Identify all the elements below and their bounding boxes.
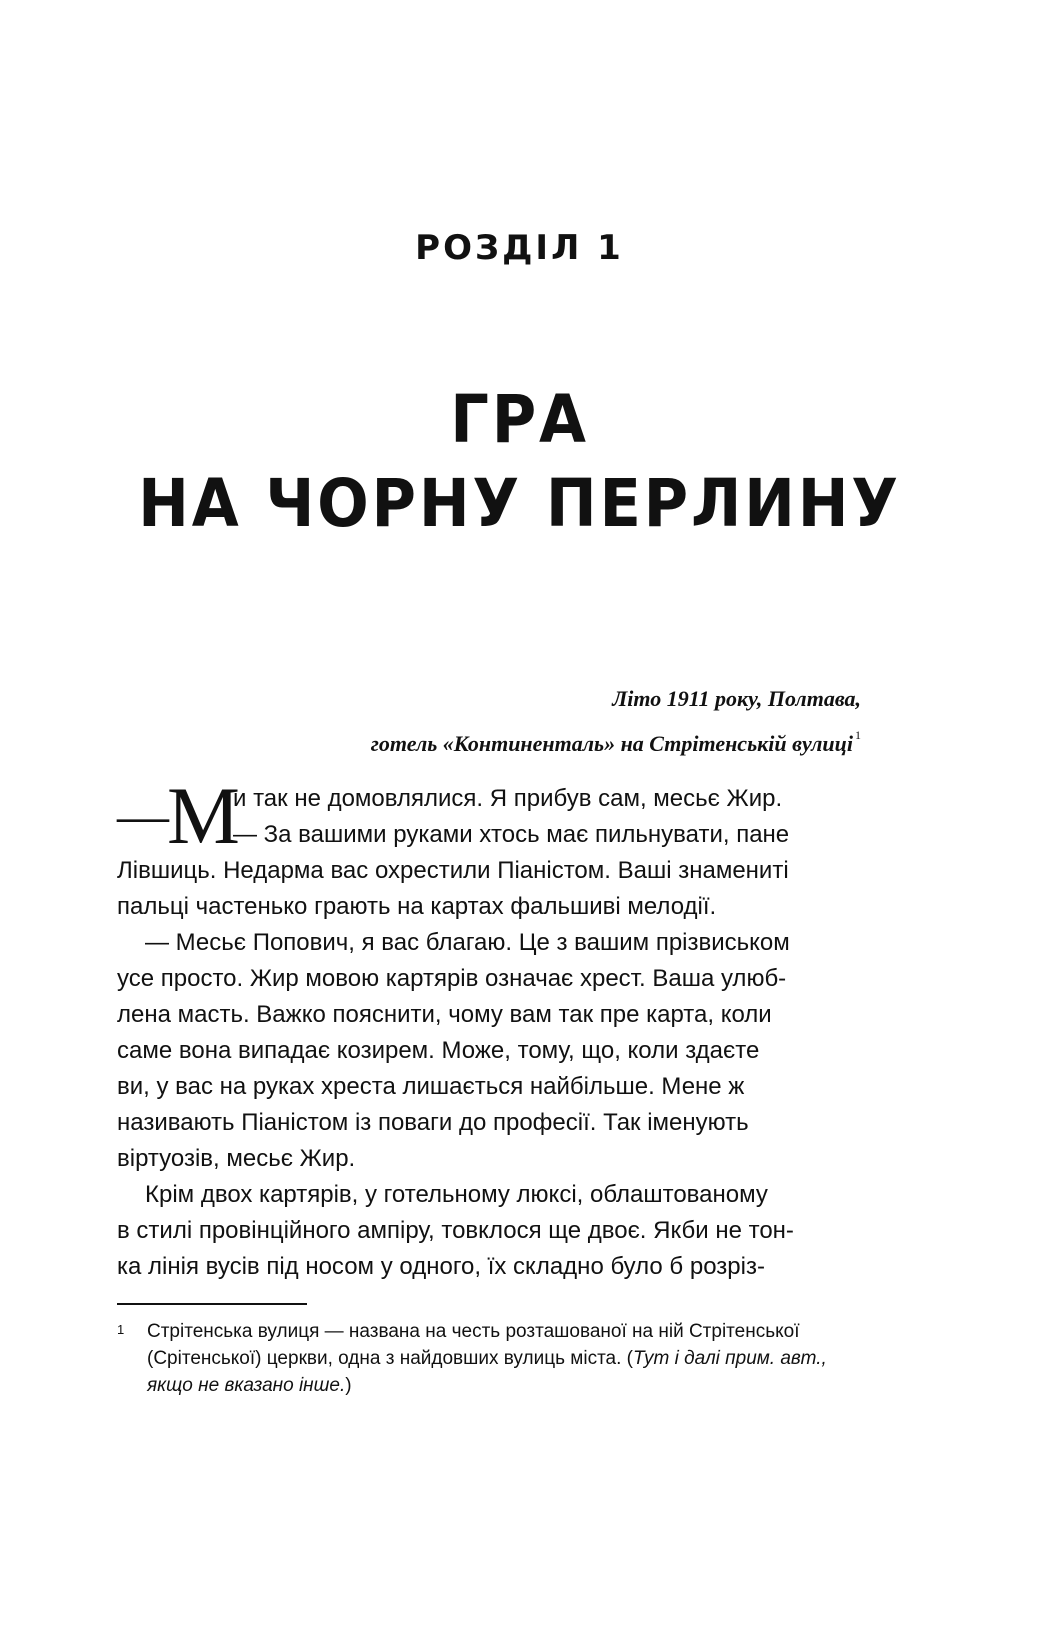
footnote-divider (117, 1303, 307, 1305)
body-line: усе просто. Жир мовою картярів означає хрест. Ваша улюб- (117, 965, 787, 992)
footnote-text (147, 1318, 837, 1399)
epigraph (141, 680, 861, 762)
footnote-text-part-2: ) (345, 1375, 352, 1396)
body-line: ка лінія вусів під носом у одного, їх складно було б розріз- (117, 1253, 765, 1280)
body-line: Лівшиць. Недарма вас охрестили Піаністом. Ваші знамениті (117, 857, 789, 884)
footnote (117, 1318, 837, 1399)
epigraph-line-1: Літо 1911 року, Полтава, (612, 686, 861, 711)
body-line: ви, у вас на руках хреста лишається найбільше. Мене ж (117, 1073, 745, 1100)
footnote-reference: 1 (855, 728, 861, 742)
body-line: и так не домовлялися. Я прибув сам, месьє Жир. (233, 785, 783, 812)
chapter-title (42, 378, 998, 546)
body-line: пальці частенько грають на картах фальшиві мелодії. (117, 893, 717, 920)
body-line: — За вашими руками хтось має пильнувати, пане (233, 821, 790, 848)
footnote-number: 1 (117, 1322, 125, 1337)
footnote-text-part-1: Стрітенська вулиця — названа на честь розташованої на ній Стрітенської (Срітенської) церкви, одна з найдовших вулиць міста. ( (147, 1321, 800, 1369)
body-line: — Месьє Попович, я вас благаю. Це з вашим прізвиськом (145, 929, 790, 956)
drop-cap-letter: М (167, 770, 240, 861)
body-line: в стилі провінційного ампіру, товклося ще двоє. Якби не тон- (117, 1217, 794, 1244)
chapter-label: РОЗДІЛ 1 (415, 228, 624, 268)
epigraph-line-2-text: готель «Континенталь» на Стрітенській вулиці (370, 731, 853, 756)
drop-cap-dash: — (117, 788, 169, 845)
body-line: Крім двох картярів, у готельному люксі, облаштованому (145, 1181, 768, 1208)
chapter-title-line-2: НА ЧОРНУ ПЕРЛИНУ (138, 465, 901, 542)
body-line: називають Піаністом із поваги до професії. Так іменують (117, 1109, 749, 1136)
footnote-text-italic: Тут і далі прим. авт., якщо не вказано інше. (147, 1348, 827, 1396)
body-line: лена масть. Важко пояснити, чому вам так пре карта, коли (117, 1001, 772, 1028)
body-line: саме вона випадає козирем. Може, тому, що, коли здаєте (117, 1037, 760, 1064)
chapter-title-line-1: ГРА (450, 381, 589, 458)
epigraph-line-2 (141, 717, 861, 762)
body-text (117, 770, 837, 1285)
body-line: віртуозів, месьє Жир. (117, 1145, 356, 1172)
